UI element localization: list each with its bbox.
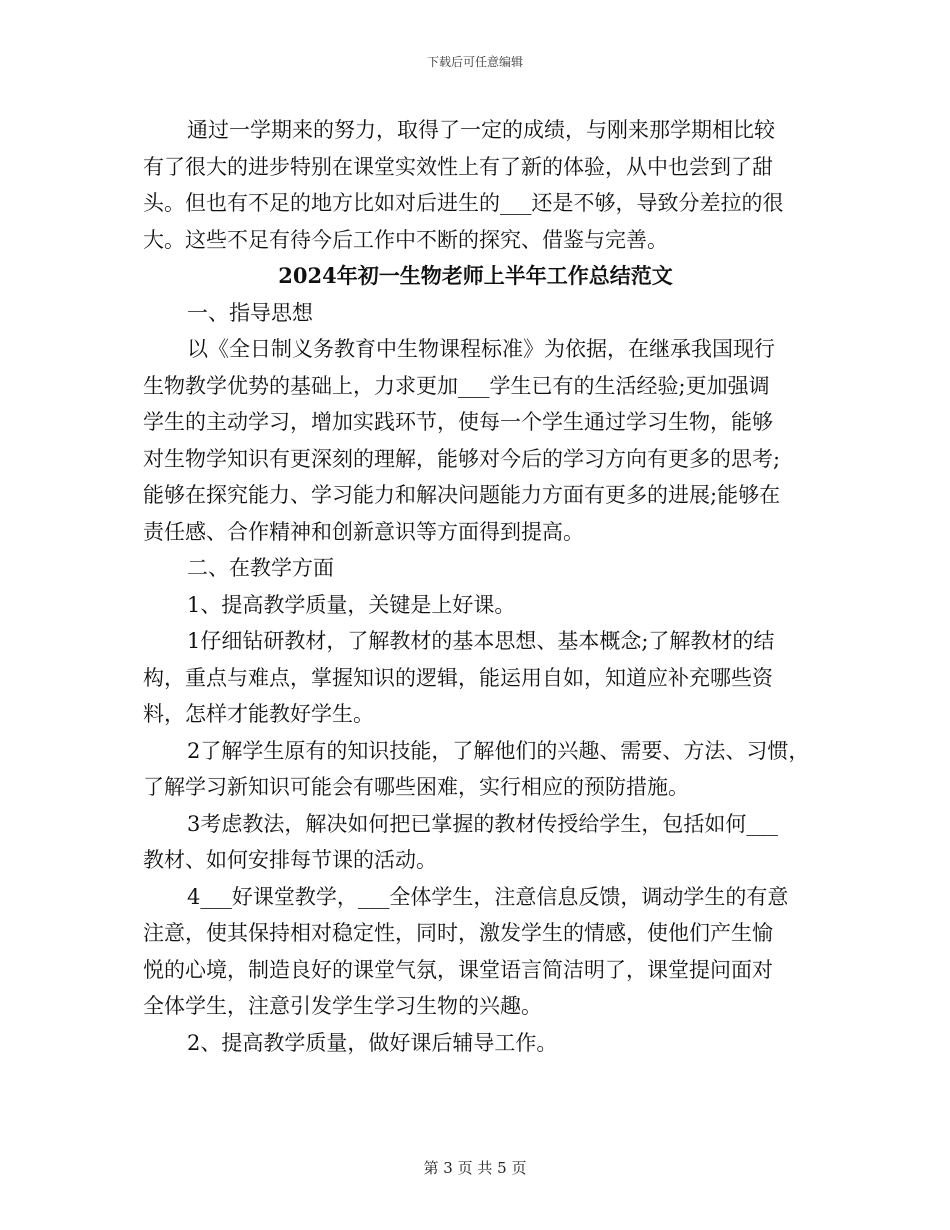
body-line: 了解学习新知识可能会有哪些困难，实行相应的预防措施。 [143, 775, 689, 799]
body-line: 学生的主动学习，增加实践环节，使每一个学生通过学习生物，能够 [143, 410, 773, 434]
body-line: 生物教学优势的基础上，力求更加___学生已有的生活经验;更加强调 [143, 373, 770, 398]
heading-teaching: 二、在教学方面 [187, 556, 334, 580]
body-line: 责任感、合作精神和创新意识等方面得到提高。 [143, 519, 584, 544]
body-line: 构，重点与难点，掌握知识的逻辑，能运用自如，知道应补充哪些资 [143, 665, 773, 690]
body-line: 全体学生，注意引发学生学习生物的兴趣。 [143, 994, 542, 1018]
body-line: 3考虑教法，解决如何把已掌握的教材传授给学生，包括如何___ [187, 811, 778, 836]
body-line: 1、提高教学质量，关键是上好课。 [187, 592, 516, 617]
body-line: 悦的心境，制造良好的课堂气氛，课堂语言简洁明了，课堂提问面对 [143, 957, 773, 982]
body-line: 对生物学知识有更深刻的理解，能够对今后的学习方向有更多的思考; [143, 446, 781, 471]
body-line: 4___好课堂教学，___全体学生，注意信息反馈，调动学生的有意 [187, 884, 789, 909]
body-line: 头。但也有不足的地方比如对后进生的___还是不够，导致分差拉的很 [143, 191, 784, 215]
page-footer: 第 3 页 共 5 页 [423, 1159, 527, 1177]
document-body [143, 112, 808, 1061]
body-line: 有了很大的进步特别在课堂实效性上有了新的体验，从中也尝到了甜 [143, 154, 773, 179]
body-line: 能够在探究能力、学习能力和解决问题能力方面有更多的进展;能够在 [143, 483, 781, 507]
body-line: 教材、如何安排每节课的活动。 [143, 848, 437, 872]
body-line: 大。这些不足有待今后工作中不断的探究、借鉴与完善。 [143, 227, 668, 252]
page-header: 下载后可任意编辑 [426, 55, 523, 69]
body-line: 以《全日制义务教育中生物课程标准》为依据，在继承我国现行 [187, 337, 775, 361]
body-line: 料，怎样才能教好学生。 [143, 702, 374, 726]
body-line: 注意，使其保持相对稳定性，同时，激发学生的情感，使他们产生愉 [143, 921, 773, 945]
heading-guiding-thought: 一、指导思想 [187, 300, 313, 325]
body-line: 2了解学生原有的知识技能，了解他们的兴趣、需要、方法、习惯， [187, 738, 810, 763]
body-line: 通过一学期来的努力，取得了一定的成绩，与刚来那学期相比较 [187, 118, 775, 142]
section-title: 2024年初一生物老师上半年工作总结范文 [278, 263, 673, 288]
body-line: 2、提高教学质量，做好课后辅导工作。 [187, 1030, 558, 1055]
body-line: 1仔细钻研教材，了解教材的基本思想、基本概念;了解教材的结 [187, 629, 775, 653]
